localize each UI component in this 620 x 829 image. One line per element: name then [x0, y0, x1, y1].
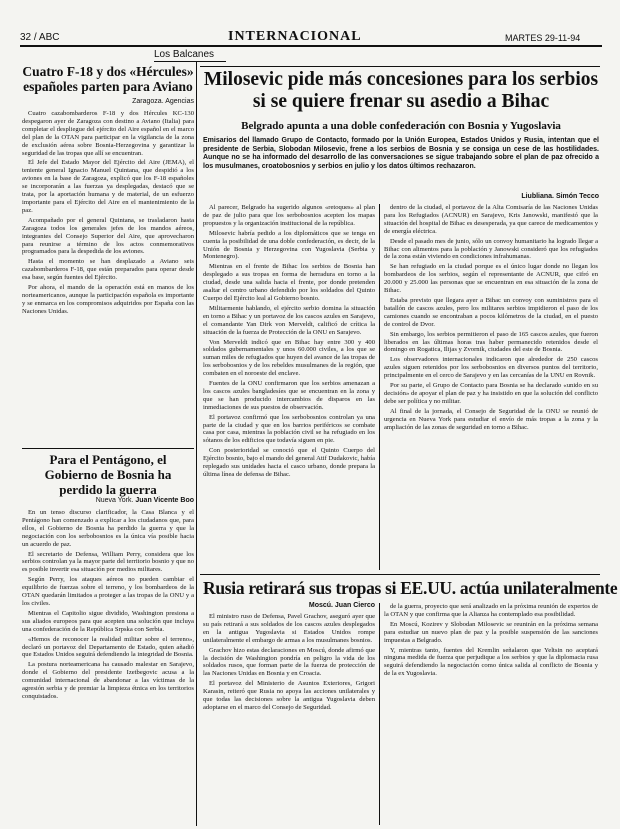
column-divider-left — [196, 62, 197, 826]
paragraph: de la guerra, proyecto que será analizado en la próxima reunión de expertos de la OTAN y que confirma que la Alianza ha contemplado esa posibilidad. — [384, 603, 598, 618]
paragraph: Al final de la jornada, el Consejo de Seguridad de la ONU se reunió de urgencia en Nueva York para estudiar el envío de más tropas a la zona y la ampliación de las zonas de seguridad en torno a Bihac. — [384, 407, 598, 431]
paragraph: Y, mientras tanto, fuentes del Kremlin señalaron que Yeltsin no aceptará ninguna medida de fuerza que perjudique a los serbios y que la diplomacia rusa seguirá defendiendo la negociación como única salida al conflicto de Bosnia y de la ex Yugoslavia. — [384, 646, 598, 678]
paragraph: Milosevic habría pedido a los diplomáticos que se tenga en cuenta la posibilidad de una doble confederación, es decir, de la Unión de Bosnia y Herzegovina con Yugoslavia (Serbia y Montenegro). — [203, 229, 375, 261]
paragraph: «Hemos de reconocer la realidad militar sobre el terreno», declaró un portavoz del Departamento de Estado, quien añadió que Estados Unidos seguirá defendiendo la integridad de Bosnia. — [22, 635, 194, 659]
story3-column-1 — [203, 613, 375, 825]
paragraph: En Moscú, Kozirev y Slobodan Milosevic se reunirán en la próxima semana para estudiar un nuevo plan de paz y la posible suspensión de las sanciones impuestas a Belgrado. — [384, 620, 598, 644]
paragraph: Con posterioridad se conoció que el Quinto Cuerpo del Ejército bosnio, bajo el mando del general Atif Dudakovic, había replegado sus unidades hacia el casco urbano, donde prepara la última línea de defensa de Bihac. — [203, 447, 375, 478]
left-story1-body — [22, 110, 194, 444]
paragraph: Von Merveldt indicó que en Bihac hay entre 300 y 400 soldados gubernamentales y unos 60.000 civiles, a los que se suman miles de refugiados que huyen del avance de las tropas de los serbobosnios y de los rebeldes musulmanes de la región, que combaten en el noroeste del enclave. — [203, 338, 375, 378]
left-story-separator — [22, 448, 194, 449]
paragraph: El portavoz del Ministerio de Asuntos Exteriores, Grigori Karasin, reiteró que Rusia no apoya las acciones unilaterales y que todas las decisiones sobre la antigua Yugoslavia deben adoptarse en el marco del Consejo de Seguridad. — [203, 680, 375, 711]
paragraph: El secretario de Defensa, William Perry, considera que los serbios controlan ya la mayor parte del territorio bosnio y que no es posible invertir esa situación por medios militares. — [22, 550, 194, 574]
paragraph: Grachov hizo estas declaraciones en Moscú, donde afirmó que la decisión de Washington pondría en peligro la vida de los soldados rusos, que forman parte de la fuerza de protección de las Naciones Unidas en Bosnia y en Croacia. — [203, 646, 375, 678]
byline-place: Nueva York. — [95, 497, 134, 504]
story3-top-rule — [200, 574, 600, 575]
header-rule — [20, 45, 602, 47]
section-title: INTERNACIONAL — [228, 29, 362, 44]
paragraph: En un tenso discurso clarificador, la Casa Blanca y el Pentágono han comenzado a explicar a los ciudadanos que, para ellos, el Gobierno de Bosnia ha perdido la guerra y que la negociación con los serbobosnios es la única vía posible hacia un acuerdo de paz. — [22, 509, 194, 548]
paragraph: Mientras en el frente de Bihac los serbios de Bosnia han desplegado a sus tropas en forma de herradura en torno a la ciudad, desde una salida hacia el frente, por donde pretenden asaltar el centro urbano defendido por los soldados del Quinto Cuerpo del Ejército leal al Gobierno bosnio. — [203, 263, 375, 302]
paragraph: Cuatro cazabombarderos F-18 y dos Hércules KC-130 despegaron ayer de Zaragoza con destino a Aviano (Italia) para completar el despliegue del ejército del Aire español en el marco del plan de la OTAN para participar en la vigilancia de la zona de exclusión aérea sobre Bosnia-Herzegovina y garantizar la seguridad de las tropas que allí se encuentran. — [22, 110, 194, 157]
paragraph: Mientras el Capitolio sigue dividido, Washington presiona a sus aliados europeos para que acepten una solución que incluya una confederación de la República Srpska con Serbia. — [22, 609, 194, 633]
subsection-label: Los Balcanes — [154, 49, 215, 60]
main-lede: Emisarios del llamado Grupo de Contacto, formado por la Unión Europea, Estados Unidos y Rusia, intentan que el presidente de Serbia, Slobodan Milosevic, frene a los serbios de Bosnia y se consiga un cese de las hostilidades. Aunque no se ha informado del desarrollo de las conversaciones se sigue trabajando sobre el plan de paz ofrecido a los musulmanes, croatobosnios y serbios en julio y los datos últimos rechazaron. — [203, 137, 599, 171]
main-headline: Milosevic pide más concesiones para los serbios si se quiere frenar su asedio a Bihac — [203, 69, 599, 112]
paragraph: Militarmente hablando, el ejército serbio domina la situación en torno a Bihac y un portavoz de los cascos azules en Sarajevo, el comandante Yan Dirk von Merveldt, calificó de crítica la situación de la fuerza de Protección de la ONU en Sarajevo. — [203, 304, 375, 336]
paragraph: Sin embargo, los serbios permitieron el paso de 165 cascos azules, que fueron liberados en las últimas horas tras haber permanecido retenidos desde el domingo en Rogatica, Ilijas y Zvornik, ciudades del este de Bosnia. — [384, 330, 598, 354]
left-story2-byline — [22, 497, 194, 504]
story3-column-2 — [384, 603, 598, 825]
story3-column-divider — [379, 603, 380, 825]
paragraph: El Jefe del Estado Mayor del Ejército del Aire (JEMA), el teniente general Ignacio Manuel Quintana, que despidió a los aviones en la base de Zaragoza, explicó que los F-18 españoles se incorporarán a las fuerzas ya desplegadas, destacó que se trata, por la aportación humana y de material, de un esfuerzo importante para el Ejército del Aire en el mantenimiento de la paz. — [22, 159, 194, 214]
paragraph: Al parecer, Belgrado ha sugerido algunos «retoques» al plan de paz de julio para que los serbobosnios acepten los mapas propuestos y la organización institucional de la república. — [203, 204, 375, 227]
paragraph: Hasta el momento se han desplazado a Aviano seis cazabombarderos F-18, que están preparados para operar desde esa base, según fuentes del Ejército. — [22, 258, 194, 282]
left-story2-body — [22, 509, 194, 823]
issue-date: MARTES 29-11-94 — [505, 33, 581, 43]
story3-byline: Moscú. Juan Cierco — [308, 602, 375, 609]
paragraph: Desde el pasado mes de junio, sólo un convoy humanitario ha logrado llegar a Bihac con alimentos para la población y Janowski consideró que los refugiados de la zona están viviendo en condiciones infrahumanas. — [384, 237, 598, 261]
main-column-1 — [203, 204, 375, 570]
paragraph: La postura norteamericana ha causado malestar en Sarajevo, donde el Gobierno del presidente Izetbegovic acusa a la comunidad internacional de abandonar a las víctimas de la agresión serbia y de premiar la limpieza étnica en los territorios conquistados. — [22, 661, 194, 700]
paragraph: Según Perry, los ataques aéreos no pueden cambiar el equilibrio de fuerzas sobre el terreno, y los bombardeos de la OTAN quedarán limitados a proteger a las tropas de la ONU y a los civiles. — [22, 576, 194, 607]
paragraph: Acompañado por el general Quintana, se trasladaron hasta Zaragoza todos los generales jefes de los mandos aéreos, integrantes del Consejo Superior del Aire, que aprovecharon para reunirse a término de los actos conmemorativos programados para la despedida de los aviones. — [22, 216, 194, 256]
paragraph: Fuentes de la ONU confirmaron que los serbios amenazan a los cascos azules bangladesíes que se encuentran en la zona y que se han producido intercambios de disparos en las inmediaciones de sus puestos de observación. — [203, 380, 375, 411]
main-column-divider — [379, 204, 380, 570]
story3-headline: Rusia retirará sus tropas si EE.UU. actúa unilateralmente — [203, 578, 618, 598]
subsection-underline — [154, 61, 226, 62]
left-story1-headline: Cuatro F-18 y dos «Hércules» españoles parten para Aviano — [22, 64, 194, 94]
byline-author: Juan Vicente Boo — [135, 497, 194, 504]
paragraph: Estaba previsto que llegara ayer a Bihac un convoy con suministros para el batallón de cascos azules, pero los militares serbios impidieron el paso de los camiones cuando se encontraban a pocos kilómetros de la ciudad, en el puesto de control de Dvor. — [384, 296, 598, 328]
left-story1-byline: Zaragoza. Agencias — [132, 98, 194, 105]
paragraph: Los observadores internacionales indicaron que alrededor de 250 cascos azules siguen retenidos por los serbobosnios en diversos puntos del territorio, principalmente en el cerco de Sarajevo y en las cercanías de la UNU en Rovnik. — [384, 356, 598, 380]
paragraph: dentro de la ciudad, el portavoz de la Alta Comisaría de las Naciones Unidas para los Refugiados (ACNUR) en Sarajevo, Kris Janowski, manifestó que la situación del hospital de Bihac es desesperada, ya que carece de medicamentos y de energía eléctrica. — [384, 204, 598, 235]
main-top-rule — [200, 66, 600, 67]
left-story2-headline: Para el Pentágono, el Gobierno de Bosnia ha perdido la guerra — [44, 452, 172, 497]
paragraph: Por ahora, el mando de la operación está en manos de los norteamericanos, aunque la participación española es importante y se enmarca en los compromisos adquiridos por España con las Naciones Unidas. — [22, 284, 194, 315]
main-byline: Liubliana. Simón Tecco — [521, 193, 599, 200]
paragraph: El ministro ruso de Defensa, Pavel Grachov, aseguró ayer que su país retirará a sus soldados de los cascos azules desplegados en la antigua Yugoslavia si Estados Unidos rompe unilateralmente el embargo de armas a los musulmanes bosnios. — [203, 613, 375, 644]
paragraph: El portavoz confirmó que los serbobosnios controlan ya una parte de la ciudad y que en los barrios periféricos se combate casa por casa, mientras la población civil se ha refugiado en los sótanos de los edificios que todavía siguen en pie. — [203, 413, 375, 445]
paragraph: Se han refugiado en la ciudad porque es el único lugar donde no llegan los bombardeos de los serbios, según el representante de ACNUR, que cifró en 20.000 y 25.000 las personas que se encuentran en esa situación de la zona de Bihac. — [384, 263, 598, 295]
main-column-2 — [384, 204, 598, 570]
main-subheadline: Belgrado apunta a una doble confederación con Bosnia y Yugoslavia — [241, 120, 561, 132]
paragraph: Por su parte, el Grupo de Contacto para Bosnia se ha declarado «unido en su decisión» de apoyar el plan de paz y ha insistido en que la solución del conflicto debe ser política y no militar. — [384, 382, 598, 405]
page-number: 32 / ABC — [20, 32, 60, 43]
